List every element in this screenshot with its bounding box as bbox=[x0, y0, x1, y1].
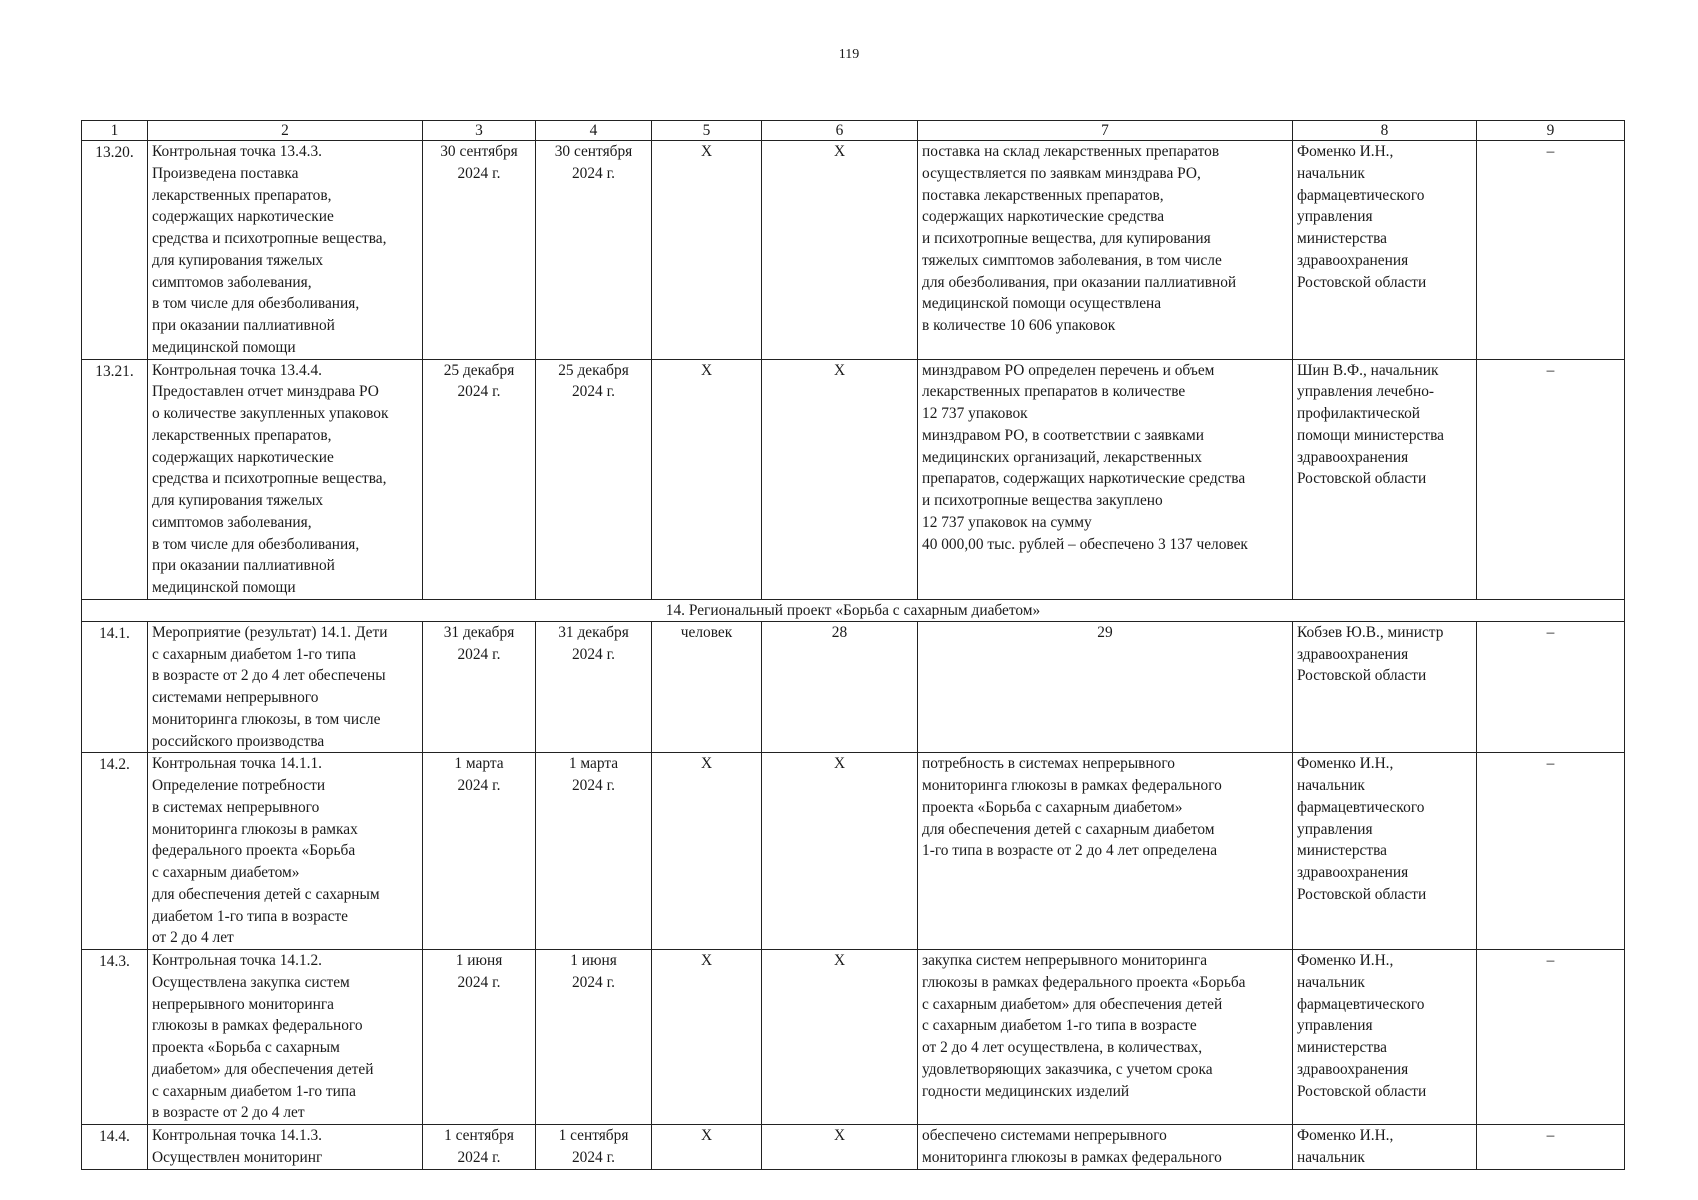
row-number: 13.20. bbox=[82, 141, 148, 360]
plan-date: 31 декабря 2024 г. bbox=[423, 621, 536, 753]
result: обеспечено системами непрерывного мониторинга глюкозы в рамках федерального bbox=[918, 1125, 1293, 1170]
fact-date: 1 июня 2024 г. bbox=[536, 950, 652, 1125]
section-title: 14. Региональный проект «Борьба с сахарным диабетом» bbox=[82, 599, 1625, 621]
plan-date: 1 сентября 2024 г. bbox=[423, 1125, 536, 1170]
row-name: Контрольная точка 14.1.3. Осуществлен мониторинг bbox=[148, 1125, 423, 1170]
value: X bbox=[762, 950, 918, 1125]
row-number: 14.2. bbox=[82, 753, 148, 950]
table-row bbox=[82, 1125, 1625, 1170]
row-name: Контрольная точка 14.1.2. Осуществлена закупка систем непрерывного мониторинга глюкозы в рамках федерального проекта «Борьба с сахарным диабетом» для обеспечения детей с сахарным диабетом 1-го типа в возрасте от 2 до 4 лет bbox=[148, 950, 423, 1125]
value: X bbox=[762, 753, 918, 950]
unit: X bbox=[652, 753, 762, 950]
row-number: 14.1. bbox=[82, 621, 148, 753]
header-row bbox=[82, 121, 1625, 141]
result: поставка на склад лекарственных препаратов осуществляется по заявкам минздрава РО, поставка лекарственных препаратов, содержащих наркотические средства и психотропные вещества, для купирования тяжелых симптомов заболевания, в том числе для обезболивания, при оказании паллиативной медицинской помощи осуществлена в количестве 10 606 упаковок bbox=[918, 141, 1293, 360]
row-name: Мероприятие (результат) 14.1. Дети с сахарным диабетом 1-го типа в возрасте от 2 до 4 лет обеспечены системами непрерывного мониторинга глюкозы, в том числе российского производства bbox=[148, 621, 423, 753]
header-cell: 8 bbox=[1293, 121, 1477, 141]
report-table bbox=[81, 120, 1625, 1170]
value: X bbox=[762, 141, 918, 360]
note: – bbox=[1477, 621, 1625, 753]
header-cell: 7 bbox=[918, 121, 1293, 141]
fact-date: 30 сентября 2024 г. bbox=[536, 141, 652, 360]
responsible: Кобзев Ю.В., министр здравоохранения Ростовской области bbox=[1293, 621, 1477, 753]
header-cell: 5 bbox=[652, 121, 762, 141]
page-number: 119 bbox=[838, 47, 860, 62]
result: минздравом РО определен перечень и объем лекарственных препаратов в количестве 12 737 упаковок минздравом РО, в соответствии с заявками медицинских организаций, лекарственных препаратов, содержащих наркотические средства и психотропные вещества закуплено 12 737 упаковок на сумму 40 000,00 тыс. рублей – обеспечено 3 137 человек bbox=[918, 359, 1293, 599]
plan-date: 1 марта 2024 г. bbox=[423, 753, 536, 950]
plan-date: 30 сентября 2024 г. bbox=[423, 141, 536, 360]
value: 28 bbox=[762, 621, 918, 753]
unit: X bbox=[652, 141, 762, 360]
note: – bbox=[1477, 950, 1625, 1125]
value: X bbox=[762, 359, 918, 599]
result: 29 bbox=[918, 621, 1293, 753]
value: X bbox=[762, 1125, 918, 1170]
result: потребность в системах непрерывного мониторинга глюкозы в рамках федерального проекта «Борьба с сахарным диабетом» для обеспечения детей с сахарным диабетом 1-го типа в возрасте от 2 до 4 лет определена bbox=[918, 753, 1293, 950]
unit: человек bbox=[652, 621, 762, 753]
responsible: Фоменко И.Н., начальник bbox=[1293, 1125, 1477, 1170]
fact-date: 1 марта 2024 г. bbox=[536, 753, 652, 950]
result: закупка систем непрерывного мониторинга глюкозы в рамках федерального проекта «Борьба с сахарным диабетом» для обеспечения детей с сахарным диабетом 1-го типа в возрасте от 2 до 4 лет осуществлена, в количествах, удовлетворяющих заказчика, с учетом срока годности медицинских изделий bbox=[918, 950, 1293, 1125]
table-row bbox=[82, 950, 1625, 1125]
table-row bbox=[82, 359, 1625, 599]
plan-date: 1 июня 2024 г. bbox=[423, 950, 536, 1125]
row-name: Контрольная точка 14.1.1. Определение потребности в системах непрерывного мониторинга глюкозы в рамках федерального проекта «Борьба с сахарным диабетом» для обеспечения детей с сахарным диабетом 1-го типа в возрасте от 2 до 4 лет bbox=[148, 753, 423, 950]
table-row bbox=[82, 621, 1625, 753]
header-cell: 3 bbox=[423, 121, 536, 141]
row-number: 14.3. bbox=[82, 950, 148, 1125]
note: – bbox=[1477, 753, 1625, 950]
responsible: Фоменко И.Н., начальник фармацевтического управления министерства здравоохранения Ростовской области bbox=[1293, 753, 1477, 950]
table-row bbox=[82, 753, 1625, 950]
note: – bbox=[1477, 141, 1625, 360]
unit: X bbox=[652, 1125, 762, 1170]
header-cell: 6 bbox=[762, 121, 918, 141]
responsible: Фоменко И.Н., начальник фармацевтического управления министерства здравоохранения Ростовской области bbox=[1293, 950, 1477, 1125]
fact-date: 25 декабря 2024 г. bbox=[536, 359, 652, 599]
unit: X bbox=[652, 359, 762, 599]
row-name: Контрольная точка 13.4.4. Предоставлен отчет минздрава РО о количестве закупленных упаковок лекарственных препаратов, содержащих наркотические средства и психотропные вещества, для купирования тяжелых симптомов заболевания, в том числе для обезболивания, при оказании паллиативной медицинской помощи bbox=[148, 359, 423, 599]
fact-date: 1 сентября 2024 г. bbox=[536, 1125, 652, 1170]
fact-date: 31 декабря 2024 г. bbox=[536, 621, 652, 753]
section-row bbox=[82, 599, 1625, 621]
header-cell: 9 bbox=[1477, 121, 1625, 141]
row-number: 13.21. bbox=[82, 359, 148, 599]
note: – bbox=[1477, 1125, 1625, 1170]
unit: X bbox=[652, 950, 762, 1125]
table-row bbox=[82, 141, 1625, 360]
note: – bbox=[1477, 359, 1625, 599]
row-name: Контрольная точка 13.4.3. Произведена поставка лекарственных препаратов, содержащих наркотические средства и психотропные вещества, для купирования тяжелых симптомов заболевания, в том числе для обезболивания, при оказании паллиативной медицинской помощи bbox=[148, 141, 423, 360]
responsible: Фоменко И.Н., начальник фармацевтического управления министерства здравоохранения Ростовской области bbox=[1293, 141, 1477, 360]
responsible: Шин В.Ф., начальник управления лечебно- профилактической помощи министерства здравоохранения Ростовской области bbox=[1293, 359, 1477, 599]
header-cell: 4 bbox=[536, 121, 652, 141]
row-number: 14.4. bbox=[82, 1125, 148, 1170]
plan-date: 25 декабря 2024 г. bbox=[423, 359, 536, 599]
header-cell: 2 bbox=[148, 121, 423, 141]
header-cell: 1 bbox=[82, 121, 148, 141]
